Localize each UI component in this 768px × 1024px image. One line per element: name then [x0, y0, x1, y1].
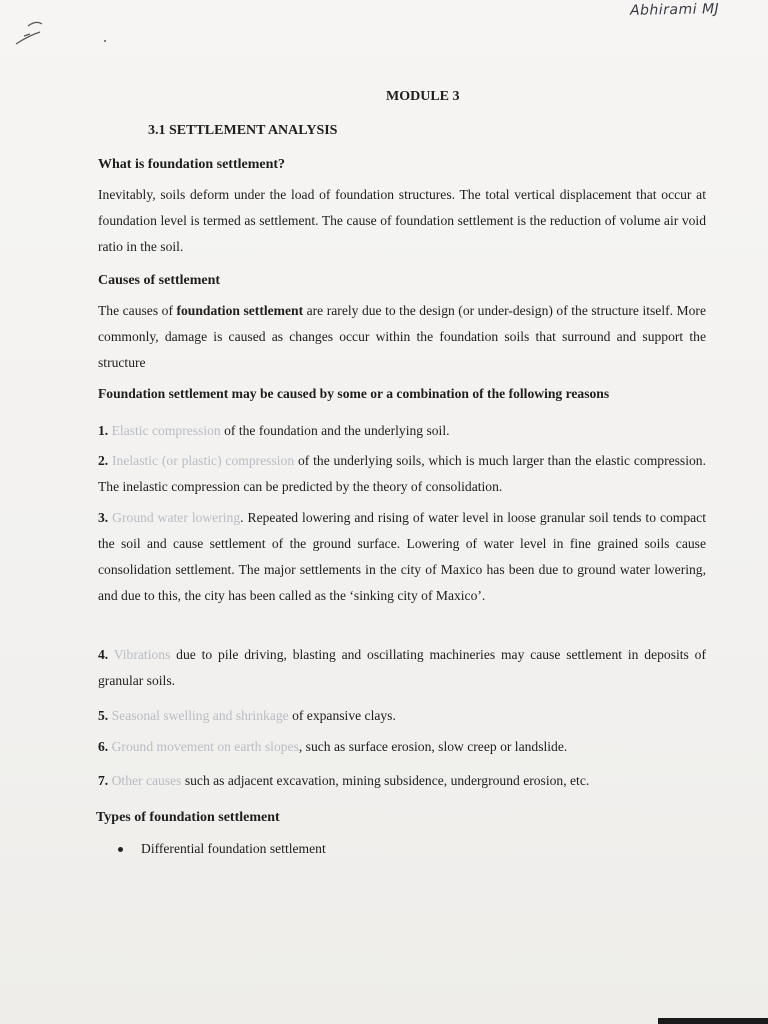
handwritten-signature: Abhirami MJ	[629, 1, 720, 19]
bullet-item: Differential foundation settlement	[118, 841, 326, 857]
paragraph-causes: The causes of foundation settlement are rarely due to the design (or under-design) of the structure itself. More commonly, damage is caused as changes occur within the foundation soils that surround and support the structure	[98, 303, 706, 370]
question-heading: What is foundation settlement?	[98, 157, 286, 172]
reasons-heading: Foundation settlement may be caused by some or a combination of the following reasons	[98, 386, 610, 401]
list-item: 7. Other causes such as adjacent excavation, mining subsidence, underground erosion, etc.	[98, 773, 590, 788]
list-item: 2. Inelastic (or plastic) compression of the underlying soils, which is much larger than the elastic compression. The inelastic compression can be predicted by the theory of consolidation.	[98, 453, 706, 494]
bullet-icon	[118, 847, 123, 852]
list-item: 5. Seasonal swelling and shrinkage of expansive clays.	[98, 708, 396, 723]
paragraph-definition: Inevitably, soils deform under the load of foundation structures. The total vertical displacement that occur at foundation level is termed as settlement. The cause of foundation settlement is the reduction of volume air void ratio in the soil.	[98, 187, 706, 254]
list-item: 1. Elastic compression of the foundation and the underlying soil.	[98, 423, 450, 438]
list-item: 4. Vibrations due to pile driving, blasting and oscillating machineries may cause settlement in deposits of granular soils.	[98, 647, 706, 688]
types-heading: Types of foundation settlement	[96, 810, 280, 825]
page-edge-shadow	[658, 1018, 768, 1024]
list-item: 3. Ground water lowering. Repeated lowering and rising of water level in loose granular soil tends to compact the soil and cause settlement of the ground surface. Lowering of water level in fine grained soils cause consolidation settlement. The major settlements in the city of Maxico has been due to ground water lowering, and due to this, the city has been called as the ‘sinking city of Maxico’.	[98, 510, 706, 603]
ink-dot	[104, 40, 106, 42]
pen-scribble-icon	[10, 14, 60, 54]
causes-heading: Causes of settlement	[98, 273, 221, 288]
section-title: 3.1 SETTLEMENT ANALYSIS	[148, 123, 338, 138]
module-title: MODULE 3	[386, 89, 460, 104]
list-item: 6. Ground movement on earth slopes, such as surface erosion, slow creep or landslide.	[98, 739, 568, 754]
